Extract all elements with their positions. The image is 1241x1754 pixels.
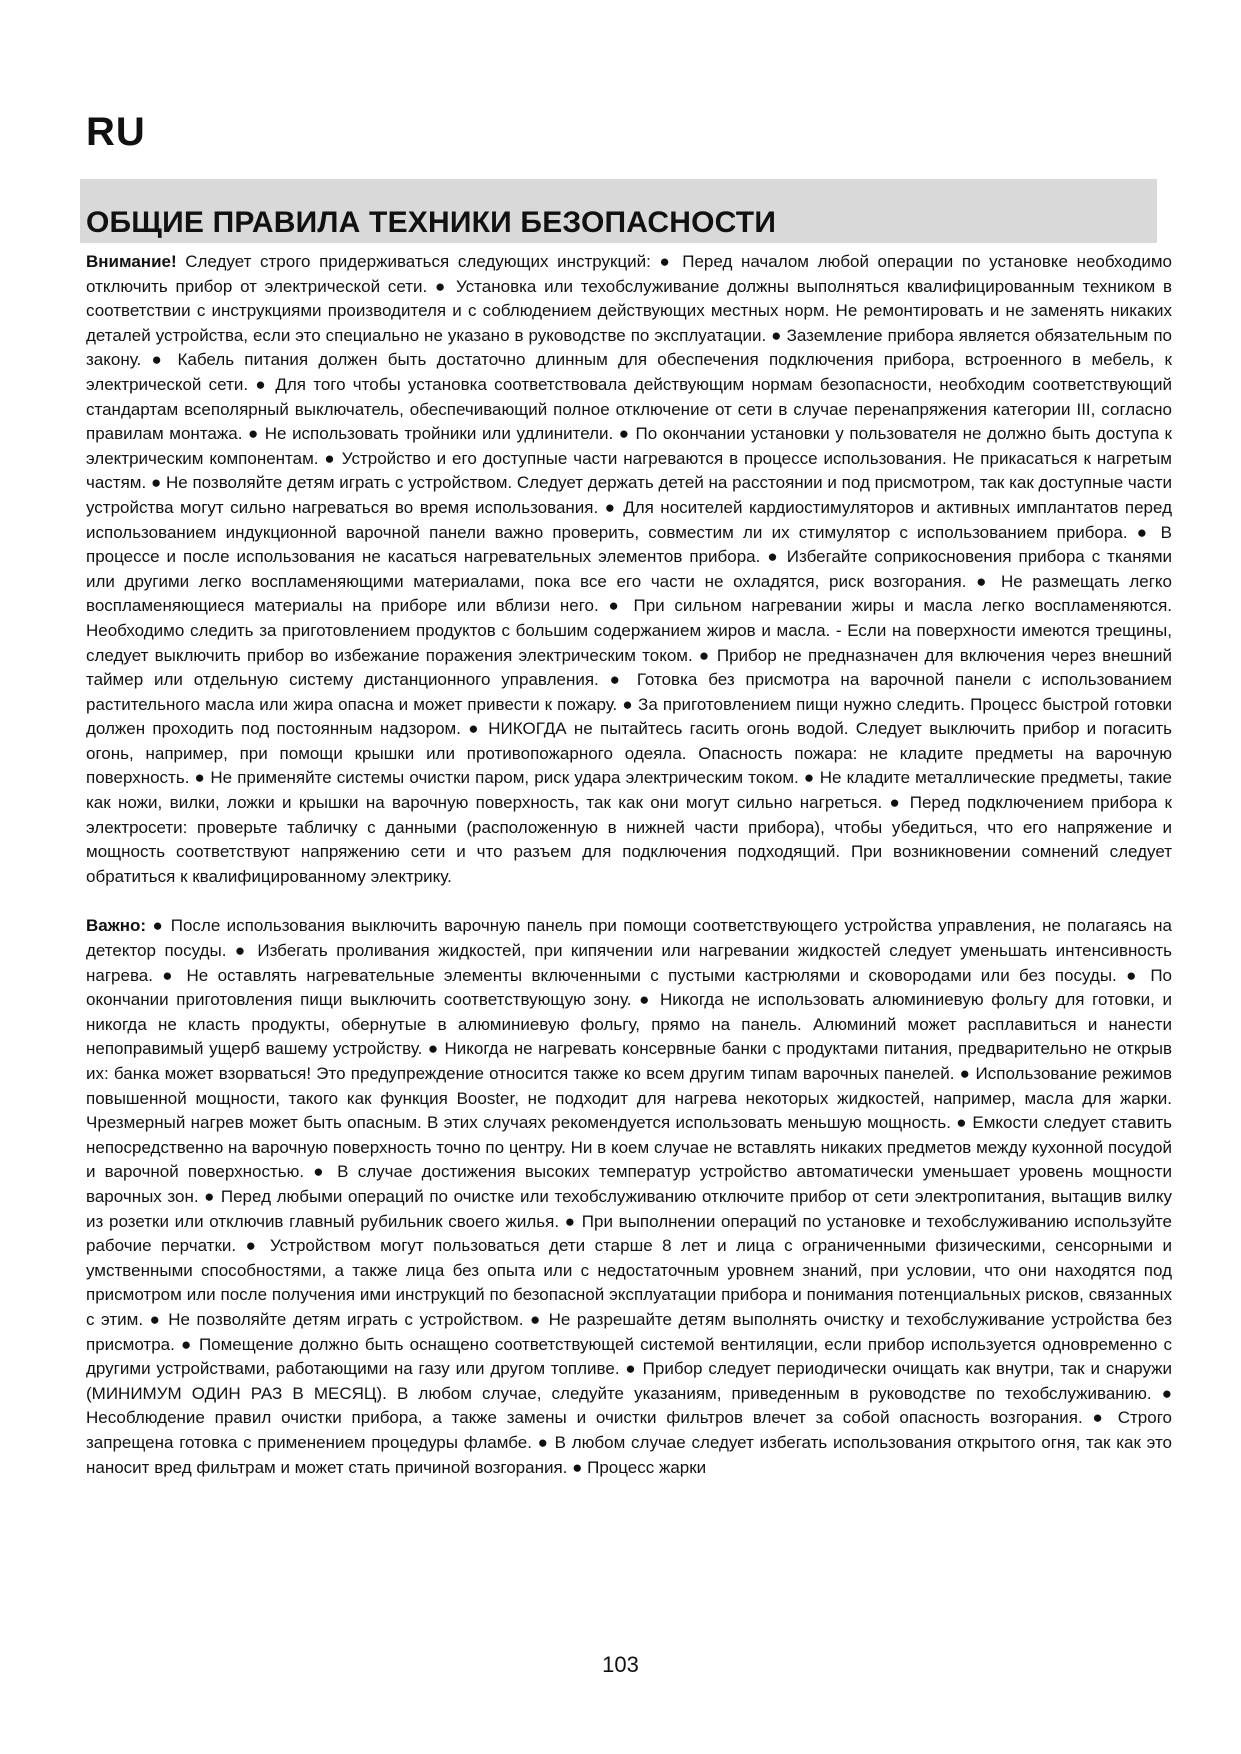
warning-label: Внимание!: [86, 252, 177, 271]
page-title: ОБЩИЕ ПРАВИЛА ТЕХНИКИ БЕЗОПАСНОСТИ: [86, 206, 777, 239]
important-text: ● После использования выключить варочную панель при помощи соответствующего устройства управления, не полагаясь на детектор посуды. ● Избегать проливания жидкостей, при кипячении или нагревании жидкостей следует уменьшать интенсивность нагрева. ● Не оставлять нагревательные элементы включенными с пустыми кастрюлями и сковородами или без посуды. ● По окончании приготовления пищи выключить соответствующую зону. ● Никогда не использовать алюминиевую фольгу для готовки, и никогда не класть продукты, обернутые в алюминиевую фольгу, прямо на панель. Алюминий может расплавиться и нанести непоправимый ущерб вашему устройству. ● Никогда не нагревать консервные банки с продуктами питания, предварительно не открыв их: банка может взорваться! Это предупреждение относится также ко всем другим типам варочных панелей. ● Использование режимов повышенной мощности, такого как функция Booster, не подходит для нагрева некоторых жидкостей, например, масла для жарки. Чрезмерный нагрев может быть опасным. В этих случаях рекомендуется использовать меньшую мощность. ● Емкости следует ставить непосредственно на варочную поверхность точно по центру. Ни в коем случае не вставлять никаких предметов между кухонной посудой и варочной поверхностью. ● В случае достижения высоких температур устройство автоматически уменьшает уровень мощности варочных зон. ● Перед любыми операций по очистке или техобслуживанию отключите прибор от сети электропитания, вытащив вилку из розетки или отключив главный рубильник своего жилья. ● При выполнении операций по установке и техобслуживанию используйте рабочие перчатки. ● Устройством могут пользоваться дети старше 8 лет и лица с ограниченными физическими, сенсорными и умственными способностями, а также лица без опыта или с недостаточным уровнем знаний, при условии, что они находятся под присмотром или после получения ими инструкций по безопасной эксплуатации прибора и понимания потенциальных рисков, связанных с этим. ● Не позволяйте детям играть с устройством. ● Не разрешайте детям выполнять очистку и техобслуживание устройства без присмотра. ● Помещение должно быть оснащено соответствующей системой вентиляции, если прибор используется одновременно с другими устройствами, работающими на газу или другом топливе. ● Прибор следует периодически очищать как внутри, так и снаружи (МИНИМУМ ОДИН РАЗ В МЕСЯЦ). В любом случае, следуйте указаниям, приведенным в руководстве по техобслуживанию. ● Несоблюдение правил очистки прибора, а также замены и очистки фильтров влечет за собой опасность возгорания. ● Строго запрещена готовка с применением процедуры фламбе. ● В любом случае следует избегать использования открытого огня, так как это наносит вред фильтрам и может стать причиной возгорания. ● Процесс жарки: [86, 916, 1172, 1477]
safety-text-body: [86, 250, 1172, 1480]
language-code: RU: [86, 110, 146, 154]
important-paragraph: [86, 914, 1172, 1480]
section-title-bar: [80, 179, 1157, 243]
warning-paragraph: [86, 250, 1172, 889]
page-number: 103: [602, 1652, 639, 1677]
important-label: Важно:: [86, 916, 147, 936]
warning-text: Следует строго придерживаться следующих инструкций: ● Перед началом любой операции по установке необходимо отключить прибор от электрической сети. ● Установка или техобслуживание должны выполняться квалифицированным техником в соответствии с инструкциями производителя и с соблюдением действующих местных норм. Не ремонтировать и не заменять никаких деталей устройства, если это специально не указано в руководстве по эксплуатации. ● Заземление прибора является обязательным по закону. ● Кабель питания должен быть достаточно длинным для обеспечения подключения прибора, встроенного в мебель, к электрической сети. ● Для того чтобы установка соответствовала действующим нормам безопасности, необходим соответствующий стандартам всеполярный выключатель, обеспечивающий полное отключение от сети в случае перенапряжения категории III, согласно правилам монтажа. ● Не использовать тройники или удлинители. ● По окончании установки у пользователя не должно быть доступа к электрическим компонентам. ● Устройство и его доступные части нагреваются в процессе использования. Не прикасаться к нагретым частям. ● Не позволяйте детям играть с устройством. Следует держать детей на расстоянии и под присмотром, так как доступные части устройства могут сильно нагреваться во время использования. ● Для носителей кардиостимуляторов и активных имплантатов перед использованием индукционной варочной панели важно проверить, совместим ли их стимулятор с использованием прибора. ● В процессе и после использования не касаться нагревательных элементов прибора. ● Избегайте соприкосновения прибора с тканями или другими легко воспламеняющими материалами, пока все его части не охладятся, риск возгорания. ● Не размещать легко воспламеняющиеся материалы на приборе или вблизи него. ● При сильном нагревании жиры и масла легко воспламеняются. Необходимо следить за приготовлением продуктов с большим содержанием жиров и масла. - Если на поверхности имеются трещины, следует выключить прибор во избежание поражения электрическим током. ● Прибор не предназначен для включения через внешний таймер или отдельную систему дистанционного управления. ● Готовка без присмотра на варочной панели с использованием растительного масла или жира опасна и может привести к пожару. ● За приготовлением пищи нужно следить. Процесс быстрой готовки должен проходить под постоянным надзором. ● НИКОГДА не пытайтесь гасить огонь водой. Следует выключить прибор и погасить огонь, например, при помощи крышки или противопожарного одеяла. Опасность пожара: не кладите предметы на варочную поверхность. ● Не применяйте системы очистки паром, риск удара электрическим током. ● Не кладите металлические предметы, такие как ножи, вилки, ложки и крышки на варочную поверхность, так как они могут сильно нагреться. ● Перед подключением прибора к электросети: проверьте табличку с данными (расположенную в нижней части прибора), чтобы убедиться, что его напряжение и мощность соответствуют напряжению сети и что разъем для подключения подходящий. При возникновении сомнений следует обратиться к квалифицированному электрику.: [86, 252, 1172, 886]
